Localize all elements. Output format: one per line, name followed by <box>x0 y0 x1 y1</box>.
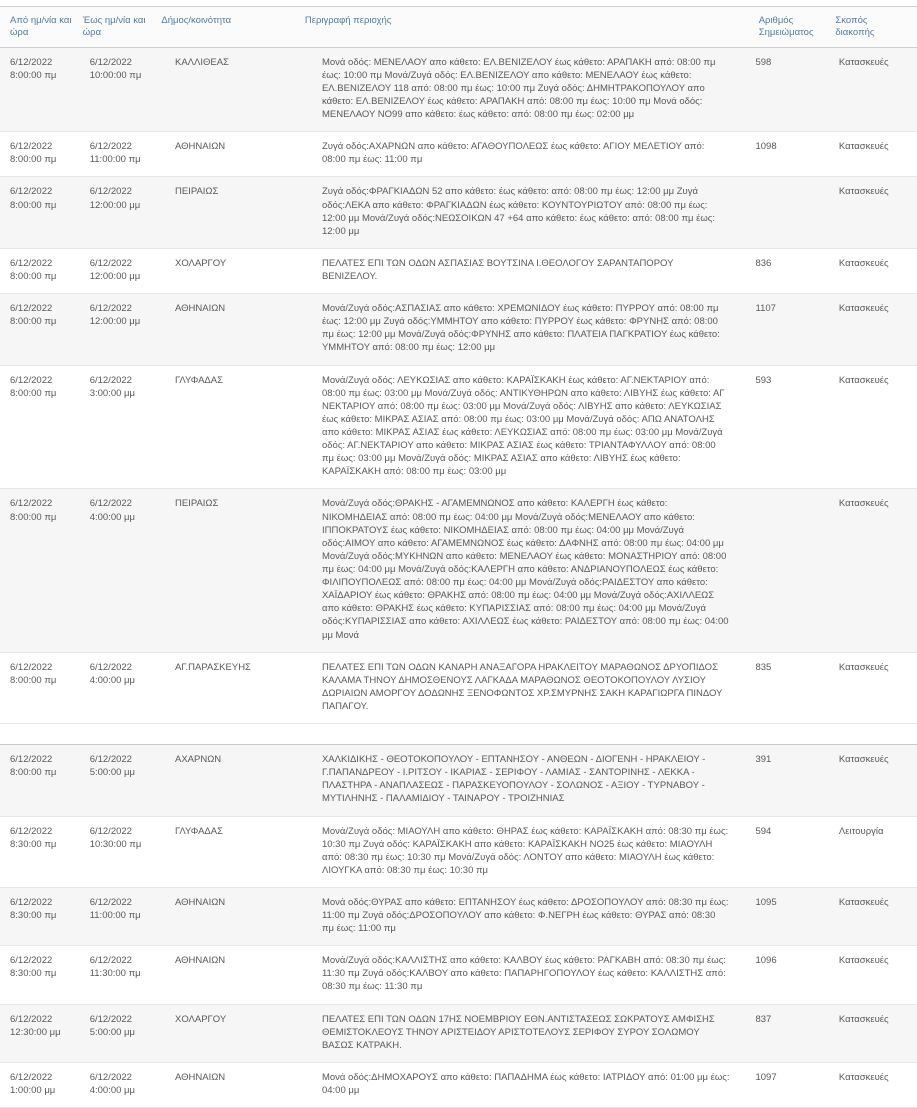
to-time: 12:00:00 μμ <box>89 271 141 282</box>
municipality-cell: ΑΓ.ΠΑΡΑΣΚΕΥΗΣ <box>174 661 251 673</box>
from-datetime-cell <box>0 946 82 1003</box>
to-time: 5:00:00 μμ <box>89 1026 135 1038</box>
to-datetime-cell <box>82 946 167 1003</box>
municipality-cell: ΚΑΛΛΙΘΕΑΣ <box>174 56 229 68</box>
to-datetime-cell <box>82 888 167 945</box>
municipality-cell: ΑΘΗΝΑΙΩΝ <box>174 141 226 153</box>
to-date: 6/12/2022 <box>89 754 132 766</box>
area-description-cell: ΠΕΛΑΤΕΣ ΕΠΙ ΤΩΝ ΟΔΩΝ 17ΗΣ ΝΟΕΜΒΡΙΟΥ ΕΘΝ.ΑΝΤΙΣΤΑΣΕΩΣ ΣΩΚΡΑΤΟΥΣ ΑΜΦΙΣΗΣ ΘΕΜΙΣΤΟΚΛΕΟΥΣ ΤΗΝΟΥ ΑΡΙΣΤΕΙΔΟΥ ΑΡΙΣΤΟΤΕΛΟΥΣ ΣΕΡΙΦΟΥ ΣΥΡΟΥ ΣΟΛΩΜΟΥ ΒΑΣΩΣ ΚΑΤΡΑΚΗ. <box>321 1013 715 1051</box>
note-number-cell: 836 <box>755 257 772 269</box>
table-row <box>0 366 917 490</box>
purpose-cell: Λειτουργία <box>838 825 884 837</box>
purpose-cell: Κατασκευές <box>838 896 889 908</box>
area-description-cell: Ζυγά οδός:ΦΡΑΓΚΙΑΔΩΝ 52 απο κάθετο: έως κάθετο: από: 08:00 πμ έως: 12:00 μμ Ζυγά οδός:ΛΕΚΑ απο κάθετο: ΦΡΑΓΚΙΑΔΩΝ έως κάθετο: ΚΟΥΝΤΟΥΡΙΩΤΟΥ από: 08:00 πμ έως: 12:00 μμ Μονά/Ζυγά οδός:ΝΕΩΣΟΙΚΩΝ 47 +64 απο κάθετο: έως κάθετο: από: 08:00 πμ έως: 12:00 μμ <box>321 186 716 237</box>
from-date: 6/12/2022 <box>10 661 53 673</box>
to-date: 6/12/2022 <box>89 56 132 68</box>
from-time: 8:30:00 πμ <box>10 968 57 980</box>
purpose-cell: Κατασκευές <box>838 374 889 386</box>
note-number-cell <box>747 489 830 651</box>
from-time: 8:00:00 πμ <box>10 199 57 211</box>
from-time: 12:30:00 μμ <box>10 1026 61 1038</box>
municipality-cell: ΠΕΙΡΑΙΩΣ <box>174 498 219 510</box>
note-number-cell: 593 <box>755 374 772 386</box>
municipality-cell: ΠΕΙΡΑΙΩΣ <box>174 186 219 198</box>
municipality-cell: ΧΟΛΑΡΓΟΥ <box>174 257 227 269</box>
municipality-cell: ΑΘΗΝΑΙΩΝ <box>174 955 226 967</box>
from-date: 6/12/2022 <box>10 896 53 908</box>
to-time: 3:00:00 μμ <box>89 387 135 399</box>
area-description-cell: Μονά οδός: ΜΕΝΕΛΑΟΥ απο κάθετο: ΕΛ.ΒΕΝΙΖΕΛΟΥ έως κάθετο: ΑΡΑΠΑΚΗ από: 08:00 πμ έως: 10:00 πμ Μονά/Ζυγά οδός: ΕΛ.ΒΕΝΙΖΕΛΟΥ απο κάθετο: ΜΕΝΕΛΑΟΥ έως κάθετο: ΕΛ.ΒΕΝΙΖΕΛΟΥ 118 από: 08:00 πμ έως: 10:00 πμ Ζυγά οδός: ΔΗΜΗΤΡΑΚΟΠΟΥΛΟΥ απο κάθετο: ΕΛ.ΒΕΝΙΖΕΛΟΥ έως κάθετο: ΑΡΑΠΑΚΗ από: 08:00 πμ έως: 10:00 πμ Μονά οδός: ΜΕΝΕΛΑΟΥ ΝΟ99 απο κάθετο: έως κάθετο: από: 08:00 πμ έως: 02:00 μμ <box>321 56 716 121</box>
from-date: 6/12/2022 <box>10 303 53 315</box>
to-datetime-cell <box>82 817 167 887</box>
table-row <box>0 294 917 365</box>
table-row <box>0 745 917 816</box>
header-to-datetime[interactable]: Έως ημ/νία και ώρα <box>82 15 146 39</box>
purpose-cell: Κατασκευές <box>838 257 889 269</box>
from-datetime-cell <box>0 817 82 887</box>
purpose-cell: Κατασκευές <box>838 661 889 673</box>
area-description-cell: Ζυγά οδός:ΑΧΑΡΝΩΝ απο κάθετο: ΑΓΑΘΟΥΠΟΛΕΩΣ έως κάθετο: ΑΓΙΟΥ ΜΕΛΕΤΙΟΥ από: 08:00 πμ έως: 11:00 πμ <box>321 141 705 166</box>
area-description-cell: Μονά/Ζυγά οδός: ΜΙΑΟΥΛΗ απο κάθετο: ΘΗΡΑΣ έως κάθετο: ΚΑΡΑΪΣΚΑΚΗ από: 08:30 πμ έως: 10:30 πμ Ζυγά οδός: ΚΑΡΑΪΣΚΑΚΗ απο κάθετο: ΚΑΡΑΪΣΚΑΚΗ ΝΟ25 έως κάθετο: ΜΙΑΟΥΛΗ από: 08:30 πμ έως: 10:30 πμ Μονά/Ζυγά οδός: ΛΟΝΤΟΥ απο κάθετο: ΜΙΑΟΥΛΗ έως κάθετο: ΛΙΟΥΓΚΑ από: 08:30 πμ έως: 10:30 πμ <box>321 825 729 876</box>
table-row <box>0 888 917 946</box>
to-time: 11:30:00 πμ <box>89 968 141 980</box>
note-number-cell: 391 <box>755 754 772 766</box>
to-date: 6/12/2022 <box>89 1071 132 1083</box>
from-time: 8:00:00 πμ <box>10 271 57 282</box>
area-description-cell: Μονά/Ζυγά οδός:ΘΡΑΚΗΣ - ΑΓΑΜΕΜΝΩΝΟΣ απο κάθετο: ΚΑΛΕΡΓΗ έως κάθετο: ΝΙΚΟΜΗΔΕΙΑΣ από: 08:00 πμ έως: 04:00 μμ Μονά/Ζυγά οδός:ΜΕΝΕΛΑΟΥ απο κάθετο: ΙΠΠΟΚΡΑΤΟΥΣ έως κάθετο: ΝΙΚΟΜΗΔΕΙΑΣ από: 08:00 πμ έως: 04:00 μμ Μονά/Ζυγά οδός:ΑΙΜΟΥ απο κάθετο: ΑΓΑΜΕΜΝΩΝΟΣ έως κάθετο: ΔΑΦΝΗΣ από: 08:00 πμ έως: 04:00 μμ Μονά/Ζυγά οδός:ΜΥΚΗΝΩΝ απο κάθετο: ΜΕΝΕΛΑΟΥ έως κάθετο: ΜΟΝΑΣΤΗΡΙΟΥ από: 08:00 πμ έως: 04:00 μμ Μονά/Ζυγά οδός:ΚΑΛΕΡΓΗ απο κάθετο: ΑΝΔΡΙΑΝΟΥΠΟΛΕΩΣ έως κάθετο: ΦΙΛΙΠΟΥΠΟΛΕΩΣ από: 08:00 πμ έως: 04:00 μμ Μονά/Ζυγά οδός:ΡΑΙΔΕΣΤΟΥ απο κάθετο: ΧΑΪΔΑΡΙΟΥ έως κάθετο: ΘΡΑΚΗΣ από: 08:00 πμ έως: 04:00 μμ Μονά/Ζυγά οδός:ΑΧΙΛΛΕΩΣ απο κάθετο: ΘΡΑΚΗΣ έως κάθετο: ΚΥΠΑΡΙΣΣΙΑΣ από: 08:00 πμ έως: 04:00 μμ Μονά/Ζυγά οδός:ΚΥΠΑΡΙΣΣΙΑΣ απο κάθετο: ΑΧΙΛΛΕΩΣ έως κάθετο: ΡΑΙΔΕΣΤΟΥ από: 08:00 πμ έως: 04:00 μμ Μονά <box>321 498 729 641</box>
area-description-cell: ΠΕΛΑΤΕΣ ΕΠΙ ΤΩΝ ΟΔΩΝ ΚΑΝΑΡΗ ΑΝΑΞΑΓΟΡΑ ΗΡΑΚΛΕΙΤΟΥ ΜΑΡΑΘΩΝΟΣ ΔΡΥΟΠΙΔΟΣ ΚΑΛΑΜΑ ΤΗΝΟΥ ΔΗΜΟΣΘΕΝΟΥΣ ΛΑΓΚΑΔΑ ΜΑΡΑΘΩΝΟΣ ΘΕΟΤΟΚΟΠΟΥΛΟΥ ΛΥΣΙΟΥ ΔΩΡΙΑΙΩΝ ΑΜΟΡΓΟΥ ΔΟΔΩΝΗΣ ΞΕΝΟΦΩΝΤΟΣ ΧΡ.ΣΜΥΡΝΗΣ ΣΑΚΗ ΚΑΡΑΓΙΩΡΓΑ ΠΙΝΔΟΥ ΠΑΠΑΓΟΥ. <box>321 661 723 712</box>
from-date: 6/12/2022 <box>10 374 53 386</box>
from-date: 6/12/2022 <box>10 754 53 766</box>
note-number-cell: 598 <box>755 56 772 68</box>
note-number-cell: 594 <box>755 825 772 837</box>
area-description-cell: ΠΕΛΑΤΕΣ ΕΠΙ ΤΩΝ ΟΔΩΝ ΑΣΠΑΣΙΑΣ ΒΟΥΤΣΙΝΑ Ι.ΘΕΟΛΟΓΟΥ ΣΑΡΑΝΤΑΠΟΡΟΥ ΒΕΝΙΖΕΛΟΥ. <box>321 257 674 282</box>
from-time: 8:00:00 πμ <box>10 387 57 399</box>
from-datetime-cell <box>0 249 82 293</box>
to-time: 11:00:00 πμ <box>89 910 141 922</box>
to-date: 6/12/2022 <box>89 257 132 269</box>
to-date: 6/12/2022 <box>89 661 132 673</box>
to-time: 12:00:00 μμ <box>89 316 141 328</box>
from-datetime-cell <box>0 132 82 176</box>
from-date: 6/12/2022 <box>10 257 53 269</box>
note-number-cell: 1098 <box>755 141 777 153</box>
table-row <box>0 817 917 888</box>
from-time: 8:00:00 πμ <box>10 674 57 686</box>
table-row <box>0 177 917 248</box>
to-date: 6/12/2022 <box>89 1013 132 1025</box>
from-datetime-cell <box>0 653 82 723</box>
from-time: 8:00:00 πμ <box>10 316 57 328</box>
to-time: 5:00:00 μμ <box>89 767 135 779</box>
to-datetime-cell <box>82 132 167 176</box>
to-datetime-cell <box>82 249 167 293</box>
from-time: 8:30:00 πμ <box>10 910 57 922</box>
note-number-cell: 1097 <box>755 1071 777 1083</box>
to-datetime-cell <box>82 745 167 815</box>
municipality-cell: ΓΛΥΦΑΔΑΣ <box>174 825 223 837</box>
to-date: 6/12/2022 <box>89 896 132 908</box>
municipality-cell: ΧΟΛΑΡΓΟΥ <box>174 1013 227 1025</box>
purpose-cell: Κατασκευές <box>838 1013 889 1025</box>
from-date: 6/12/2022 <box>10 955 53 967</box>
from-date: 6/12/2022 <box>10 1013 53 1025</box>
to-date: 6/12/2022 <box>89 955 132 967</box>
area-description-cell: Μονά οδός:ΘΥΡΑΣ απο κάθετο: ΕΠΤΑΝΗΣΟΥ έως κάθετο: ΔΡΟΣΟΠΟΥΛΟΥ από: 08:30 πμ έως: 11:00 πμ Ζυγά οδός:ΔΡΟΣΟΠΟΥΛΟΥ απο κάθετο: Φ.ΝΕΓΡΗ έως κάθετο: ΘΥΡΑΣ από: 08:30 πμ έως: 11:00 πμ <box>321 896 729 935</box>
from-datetime-cell <box>0 489 82 651</box>
from-time: 8:30:00 πμ <box>10 838 57 850</box>
table-section-2 <box>0 744 917 1108</box>
note-number-cell: 837 <box>755 1013 772 1025</box>
table-row <box>0 653 917 724</box>
to-time: 4:00:00 μμ <box>89 674 135 686</box>
area-description-cell: Μονά/Ζυγά οδός:ΑΣΠΑΣΙΑΣ απο κάθετο: ΧΡΕΜΩΝΙΔΟΥ έως κάθετο: ΠΥΡΡΟΥ από: 08:00 πμ έως: 12:00 μμ Ζυγά οδός:ΥΜΜΗΤΟΥ απο κάθετο: ΠΥΡΡΟΥ έως κάθετο: ΦΡΥΝΗΣ από: 08:00 πμ έως: 12:00 μμ Μονά/Ζυγά οδός:ΦΡΥΝΗΣ απο κάθετο: ΠΛΑΤΕΙΑ ΠΑΓΚΡΑΤΙΟΥ έως κάθετο: ΥΜΜΗΤΟΥ από: 08:00 πμ έως: 12:00 μμ <box>321 303 720 354</box>
from-time: 8:00:00 πμ <box>10 511 57 523</box>
from-datetime-cell <box>0 1063 82 1107</box>
note-number-cell: 835 <box>755 661 772 673</box>
header-from-datetime[interactable]: Από ημ/νία και ώρα <box>10 15 72 39</box>
to-datetime-cell <box>82 294 167 364</box>
area-description-cell: Μονά/Ζυγά οδός:ΚΑΛΛΙΣΤΗΣ απο κάθετο: ΚΑΛΒΟΥ έως κάθετο: ΡΑΓΚΑΒΗ από: 08:30 πμ έως: 11:30 πμ Ζυγά οδός:ΚΑΛΒΟΥ απο κάθετο: ΠΑΠΑΡΗΓΟΠΟΥΛΟΥ έως κάθετο: ΚΑΛΛΙΣΤΗΣ από: 08:30 πμ έως: 11:30 πμ <box>321 955 726 993</box>
note-number-cell: 1095 <box>755 896 777 908</box>
from-datetime-cell <box>0 48 82 132</box>
from-datetime-cell <box>0 888 82 945</box>
to-time: 10:30:00 πμ <box>89 838 142 850</box>
from-datetime-cell <box>0 366 82 489</box>
purpose-cell: Κατασκευές <box>838 955 889 967</box>
from-datetime-cell <box>0 294 82 364</box>
to-datetime-cell <box>82 366 167 489</box>
to-datetime-cell <box>82 48 167 132</box>
to-datetime-cell <box>82 653 167 723</box>
municipality-cell: ΑΧΑΡΝΩΝ <box>174 754 222 766</box>
area-description-cell: ΧΑΛΚΙΔΙΚΗΣ - ΘΕΟΤΟΚΟΠΟΥΛΟΥ - ΕΠΤΑΝΗΣΟΥ - ΑΝΘΕΩΝ - ΔΙΟΓΕΝΗ - ΗΡΑΚΛΕΙΟΥ - Γ.ΠΑΠΑΝΔΡΕΟΥ - Ι.ΡΙΤΣΟΥ - ΙΚΑΡΙΑΣ - ΣΕΡΙΦΟΥ - ΛΑΜΙΑΣ - ΣΑΝΤΟΡΙΝΗΣ - ΛΕΚΚΑ - ΠΛΑΣΤΗΡΑ - ΑΝΑΠΛΑΣΕΩΣ - ΠΑΡΑΣΚΕΥΟΠΟΥΛΟΥ - ΣΟΛΩΝΟΣ - ΑΞΙΟΥ - ΤΥΡΝΑΒΟΥ - ΜΥΤΙΛΗΝΗΣ - ΠΑΛΑΜΙΔΙΟΥ - ΤΑΙΝΑΡΟΥ - ΤΡΟΙΖΗΝΙΑΣ <box>321 754 706 805</box>
purpose-cell: Κατασκευές <box>838 141 889 153</box>
from-datetime-cell <box>0 177 82 247</box>
purpose-cell: Κατασκευές <box>838 186 889 198</box>
table-row <box>0 249 917 294</box>
to-datetime-cell <box>82 1063 167 1107</box>
table-row <box>0 132 917 177</box>
to-datetime-cell <box>82 177 167 247</box>
municipality-cell: ΑΘΗΝΑΙΩΝ <box>174 1071 226 1083</box>
to-datetime-cell <box>82 489 167 651</box>
purpose-cell: Κατασκευές <box>838 56 889 68</box>
header-note-number[interactable]: Αριθμός Σημειώματος <box>758 15 814 39</box>
table-row <box>0 1005 917 1063</box>
to-time: 4:00:00 μμ <box>89 511 135 523</box>
area-description-cell: Μονά/Ζυγά οδός: ΛΕΥΚΩΣΙΑΣ απο κάθετο: ΚΑΡΑΪΣΚΑΚΗ έως κάθετο: ΑΓ.ΝΕΚΤΑΡΙΟΥ από: 08:00 πμ έως: 03:00 μμ Μονά/Ζυγά οδός: ΑΝΤΙΚΥΘΗΡΩΝ απο κάθετο: ΛΙΒΥΗΣ έως κάθετο: ΑΓ ΝΕΚΤΑΡΙΟΥ από: 08:00 πμ έως: 03:00 μμ Μονά/Ζυγά οδός: ΛΙΒΥΗΣ απο κάθετο: ΛΕΥΚΩΣΙΑΣ έως κάθετο: ΜΙΚΡΑΣ ΑΣΙΑΣ από: 08:00 πμ έως: 03:00 μμ Μονά/Ζυγά οδός: ΑΠΩ ΑΝΑΤΟΛΗΣ απο κάθετο: ΜΙΚΡΑΣ ΑΣΙΑΣ έως κάθετο: ΛΕΥΚΩΣΙΑΣ από: 08:00 πμ έως: 03:00 μμ Μονά/Ζυγά οδός: ΑΓ.ΝΕΚΤΑΡΙΟΥ απο κάθετο: ΜΙΚΡΑΣ ΑΣΙΑΣ έως κάθετο: ΤΡΙΑΝΤΑΦΥΛΛΟΥ από: 08:00 πμ έως: 03:00 μμ Μονά/Ζυγά οδός: ΜΙΚΡΑΣ ΑΣΙΑΣ απο κάθετο: ΛΙΒΥΗΣ έως κάθετο: ΚΑΡΑΪΣΚΑΚΗ από: 08:00 πμ έως: 03:00 μμ <box>321 374 725 478</box>
from-time: 8:00:00 πμ <box>10 154 57 166</box>
to-time: 4:00:00 μμ <box>89 1085 135 1097</box>
municipality-cell: ΑΘΗΝΑΙΩΝ <box>174 896 226 908</box>
to-date: 6/12/2022 <box>89 186 132 198</box>
table-row <box>0 1063 917 1108</box>
municipality-cell: ΑΘΗΝΑΙΩΝ <box>174 303 226 315</box>
header-purpose[interactable]: Σκοπός διακοπής <box>835 15 875 39</box>
from-time: 1:00:00 μμ <box>10 1085 56 1097</box>
from-date: 6/12/2022 <box>10 56 53 68</box>
header-municipality[interactable]: Δήμος/κοινότητα <box>161 15 232 26</box>
from-date: 6/12/2022 <box>10 825 53 837</box>
from-date: 6/12/2022 <box>10 498 53 510</box>
header-area-description[interactable]: Περιγραφή περιοχής <box>304 15 392 26</box>
from-date: 6/12/2022 <box>10 186 53 198</box>
purpose-cell: Κατασκευές <box>838 498 889 510</box>
outage-schedule-table <box>0 6 917 1108</box>
purpose-cell: Κατασκευές <box>838 303 889 315</box>
to-date: 6/12/2022 <box>89 498 132 510</box>
to-date: 6/12/2022 <box>89 141 132 153</box>
municipality-cell: ΓΛΥΦΑΔΑΣ <box>174 374 223 386</box>
from-date: 6/12/2022 <box>10 141 53 153</box>
from-time: 8:00:00 πμ <box>10 767 57 779</box>
table-row <box>0 48 917 133</box>
table-header-row <box>0 6 917 48</box>
to-date: 6/12/2022 <box>89 303 132 315</box>
from-datetime-cell <box>0 745 82 815</box>
table-section-1 <box>0 48 917 724</box>
to-time: 12:00:00 μμ <box>89 199 141 211</box>
from-time: 8:00:00 πμ <box>10 69 57 81</box>
from-date: 6/12/2022 <box>10 1071 53 1083</box>
table-row <box>0 489 917 652</box>
purpose-cell: Κατασκευές <box>838 754 889 766</box>
table-row <box>0 946 917 1004</box>
from-datetime-cell <box>0 1005 82 1062</box>
to-date: 6/12/2022 <box>89 825 132 837</box>
note-number-cell: 1096 <box>755 955 777 967</box>
note-number-cell: 1107 <box>755 303 776 315</box>
to-time: 10:00:00 πμ <box>89 69 142 81</box>
note-number-cell <box>747 177 830 247</box>
purpose-cell: Κατασκευές <box>838 1071 889 1083</box>
to-datetime-cell <box>82 1005 167 1062</box>
area-description-cell: Μονά οδός:ΔΗΜΟΧΑΡΟΥΣ απο κάθετο: ΠΑΠΑΔΗΜΑ έως κάθετο: ΙΑΤΡΙΔΟΥ από: 01:00 μμ έως: 04:00 μμ <box>321 1071 730 1097</box>
to-time: 11:00:00 πμ <box>89 154 141 166</box>
to-date: 6/12/2022 <box>89 374 132 386</box>
